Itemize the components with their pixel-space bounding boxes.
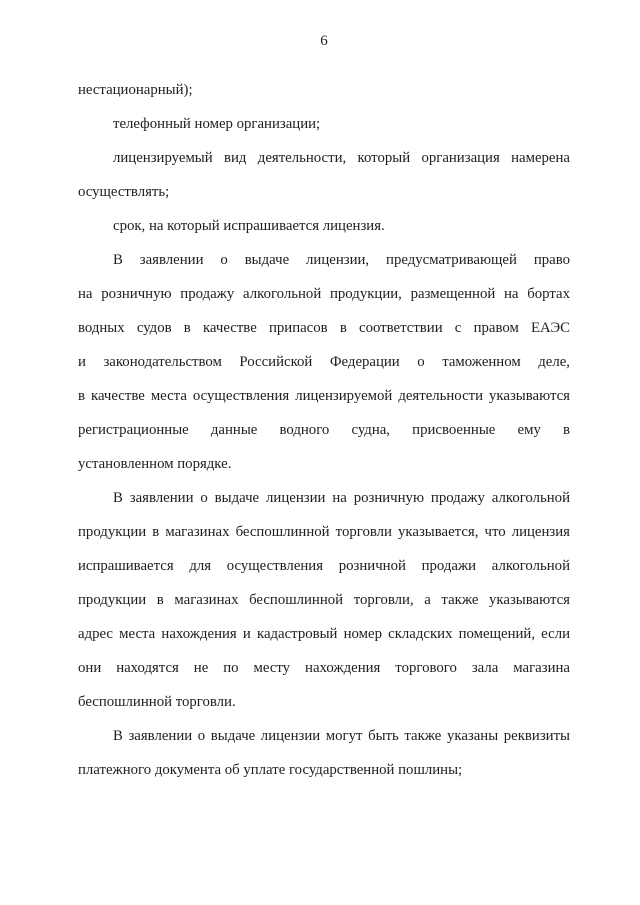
text-line: В заявлении о выдаче лицензии могут быть также указаны реквизиты: [113, 728, 570, 744]
text-line: лицензируемый вид деятельности, который организация намерена: [113, 150, 570, 166]
text-line: установленном порядке.: [78, 456, 232, 472]
text-line: В заявлении о выдаче лицензии на розничную продажу алкогольной: [113, 490, 570, 506]
text-line: В заявлении о выдаче лицензии, предусматривающей право: [113, 252, 570, 268]
text-line: срок, на который испрашивается лицензия.: [113, 218, 385, 234]
text-line: платежного документа об уплате государственной пошлины;: [78, 762, 463, 778]
text-line: осуществлять;: [78, 184, 170, 200]
text-line: и законодательством Российской Федерации о таможенном деле,: [78, 354, 570, 370]
text-line: продукции в магазинах беспошлинной торговли указывается, что лицензия: [78, 524, 570, 540]
page-number: 6: [320, 33, 328, 49]
text-line: они находятся не по месту нахождения торгового зала магазина: [78, 660, 570, 676]
text-line: на розничную продажу алкогольной продукции, размещенной на бортах: [78, 286, 570, 302]
text-line: телефонный номер организации;: [113, 116, 321, 132]
text-line: продукции в магазинах беспошлинной торговли, а также указываются: [78, 592, 570, 608]
text-line: адрес места нахождения и кадастровый номер складских помещений, если: [78, 626, 570, 642]
document-body: [78, 73, 570, 787]
text-line: водных судов в качестве припасов в соответствии с правом ЕАЭС: [78, 320, 570, 336]
text-line: регистрационные данные водного судна, присвоенные ему в: [78, 422, 570, 438]
text-line: беспошлинной торговли.: [78, 694, 236, 710]
text-line: в качестве места осуществления лицензируемой деятельности указываются: [78, 388, 570, 404]
text-line: нестационарный);: [78, 82, 193, 98]
text-line: испрашивается для осуществления розничной продажи алкогольной: [78, 558, 570, 574]
